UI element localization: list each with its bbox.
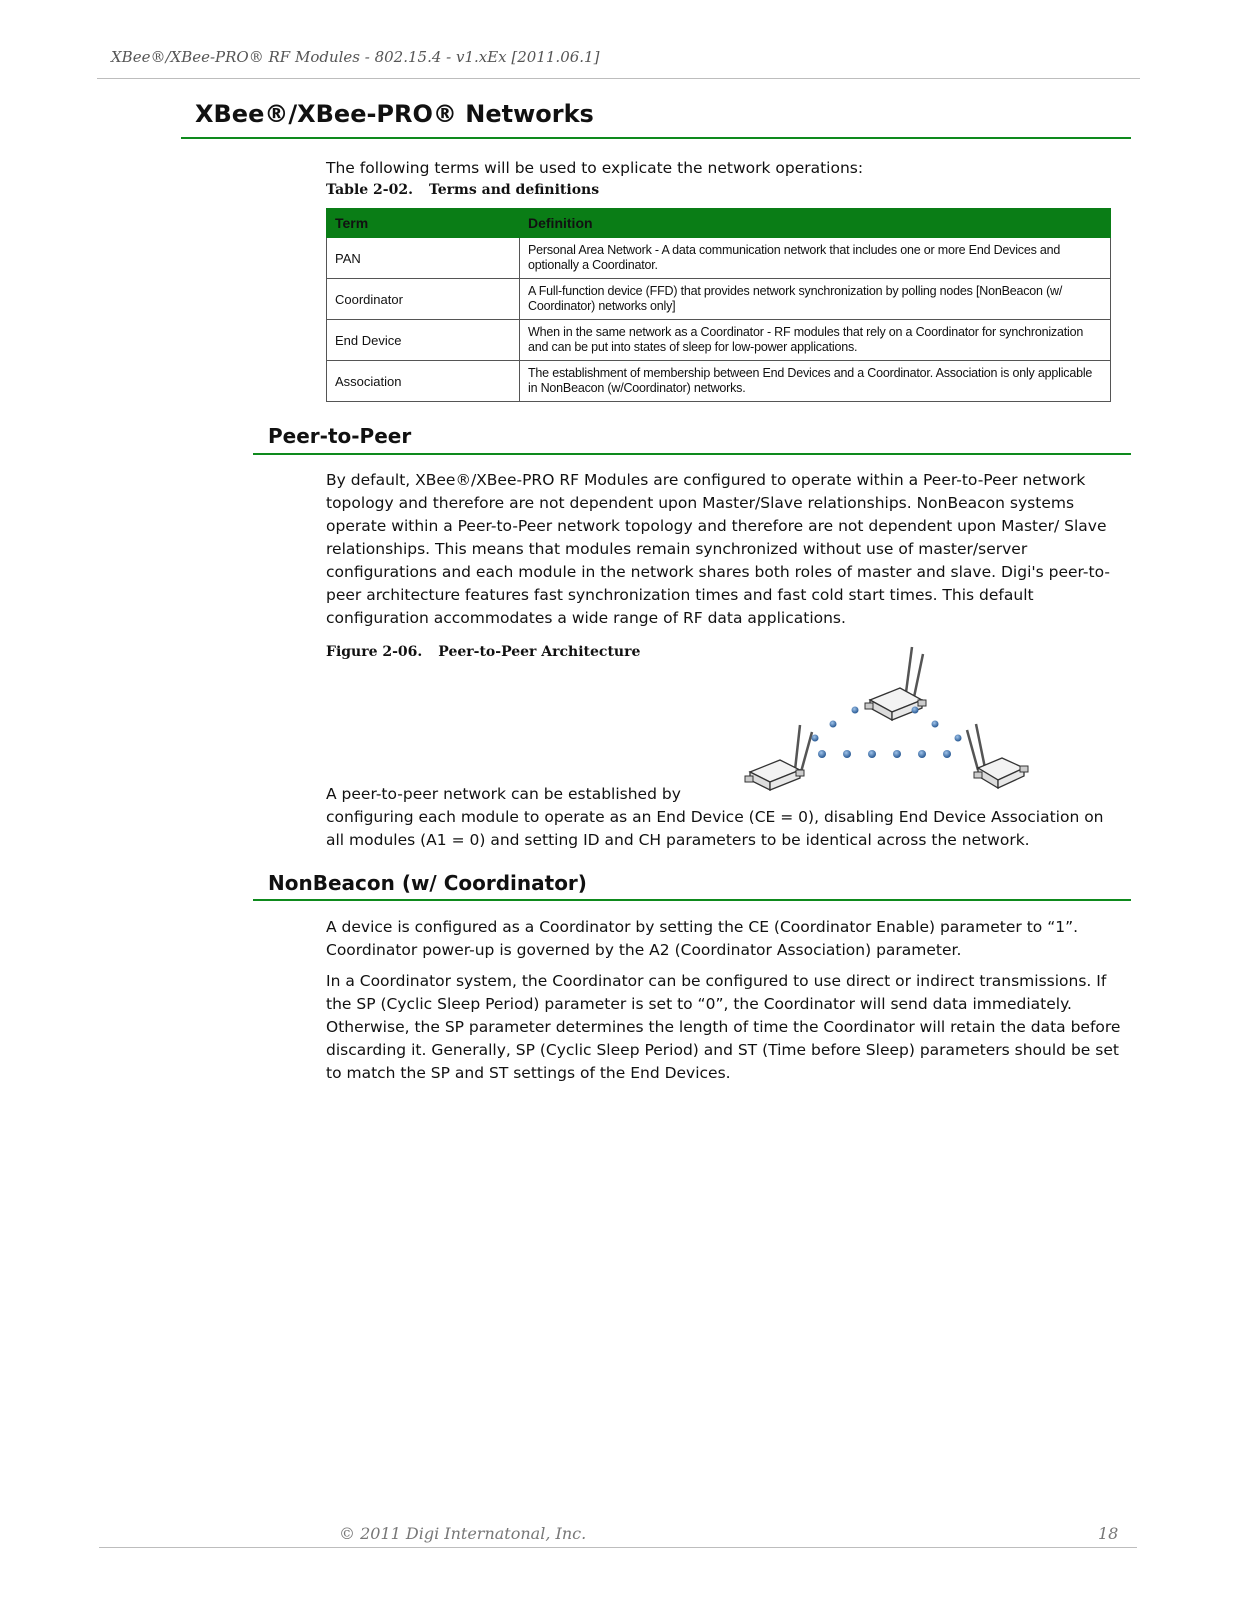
intro-text: The following terms will be used to explicate the network operations:: [326, 159, 864, 177]
footer-rule: [99, 1547, 1137, 1548]
term-cell: PAN: [327, 238, 520, 279]
peer-to-peer-setup-text: configuring each module to operate as an End Device (CE = 0), disabling End Device Association on all modules (A1 = 0) and setting ID and CH parameters to be identical across the network.: [326, 808, 1104, 849]
nonbeacon-paragraph-2: In a Coordinator system, the Coordinator can be configured to use direct or indirect transmissions. If the SP (Cyclic Sleep Period) parameter is set to “0”, the Coordinator will send data immediately. Otherwise, the SP parameter determines the length of time the Coordinator will retain the data before discarding it. Generally, SP (Cyclic Sleep Period) and ST (Time before Sleep) parameters should be set to match the SP and ST settings of the End Devices.: [326, 972, 1121, 1082]
rf-module-icon: [745, 725, 812, 790]
footer-copyright: © 2011 Digi Internatonal, Inc.: [339, 1524, 587, 1543]
peer-to-peer-diagram: [740, 640, 1050, 805]
running-header: XBee®/XBee-PRO® RF Modules - 802.15.4 - v1.xEx [2011.06.1]: [111, 48, 600, 66]
peer-to-peer-rule: [253, 453, 1131, 455]
column-header-definition: Definition: [520, 209, 1111, 238]
definition-cell: A Full-function device (FFD) that provides network synchronization by polling nodes [NonBeacon (w/ Coordinator) networks only]: [520, 279, 1111, 320]
section-title: XBee®/XBee-PRO® Networks: [195, 100, 594, 128]
peer-to-peer-paragraph: By default, XBee®/XBee-PRO RF Modules are configured to operate within a Peer-to-Peer network topology and therefore are not dependent upon Master/Slave relationships. NonBeacon systems operate within a Peer-to-Peer network topology and therefore are not dependent upon Master/ Slave relationships. This means that modules remain synchronized without use of master/server configurations and each module in the network shares both roles of master and slave. Digi's peer-to-peer architecture features fast synchronization times and fast cold start times. This default configuration accommodates a wide range of RF data applications.: [326, 471, 1110, 627]
definition-cell: When in the same network as a Coordinator - RF modules that rely on a Coordinator for synchronization and can be put into states of sleep for low-power applications.: [520, 320, 1111, 361]
terms-table: [326, 208, 1111, 402]
definition-cell: The establishment of membership between End Devices and a Coordinator. Association is only applicable in NonBeacon (w/Coordinator) networks.: [520, 361, 1111, 402]
figure-caption-number: Figure 2-06.: [326, 644, 423, 660]
peer-to-peer-setup-line1: A peer-to-peer network can be established by: [326, 785, 681, 803]
rf-module-icon: [967, 724, 1028, 788]
nonbeacon-rule: [253, 899, 1131, 901]
nonbeacon-paragraph-1: A device is configured as a Coordinator by setting the CE (Coordinator Enable) parameter to “1”. Coordinator power-up is governed by the A2 (Coordinator Association) parameter.: [326, 918, 1079, 959]
table-caption-number: Table 2-02.: [326, 182, 413, 198]
table-header-row: [327, 209, 1111, 238]
term-cell: Coordinator: [327, 279, 520, 320]
table-caption: [326, 182, 599, 198]
column-header-term: Term: [327, 209, 520, 238]
table-row: [327, 320, 1111, 361]
table-row: [327, 238, 1111, 279]
definition-cell: Personal Area Network - A data communication network that includes one or more End Devices and optionally a Coordinator.: [520, 238, 1111, 279]
term-cell: Association: [327, 361, 520, 402]
table-row: [327, 279, 1111, 320]
nonbeacon-text: [326, 916, 1126, 1085]
header-rule: [97, 78, 1140, 79]
figure-caption-title: Peer-to-Peer Architecture: [438, 644, 641, 660]
table-caption-title: Terms and definitions: [428, 182, 600, 198]
peer-to-peer-heading: Peer-to-Peer: [268, 424, 412, 448]
table-row: [327, 361, 1111, 402]
page-number: 18: [1098, 1524, 1119, 1543]
section-title-rule: [181, 137, 1131, 139]
figure-caption: [326, 644, 640, 660]
nonbeacon-heading: NonBeacon (w/ Coordinator): [268, 871, 587, 895]
term-cell: End Device: [327, 320, 520, 361]
